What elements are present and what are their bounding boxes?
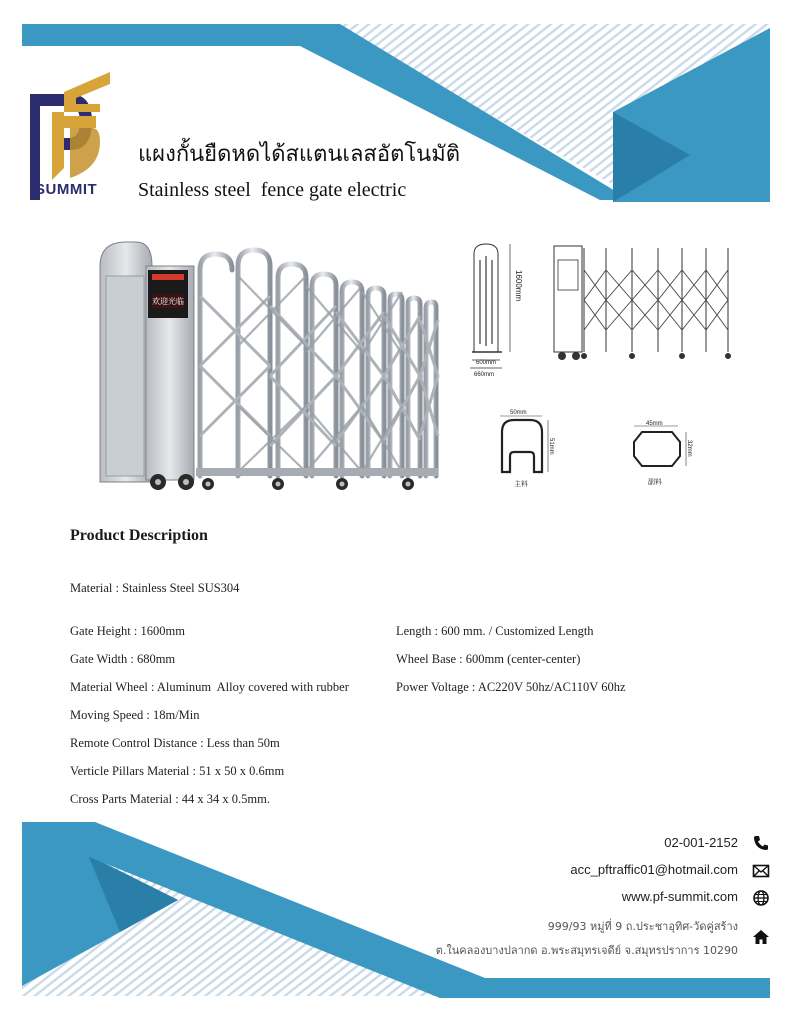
spec-left-4: Moving Speed : 18m/Min: [70, 708, 200, 722]
contact-email[interactable]: acc_pftraffic01@hotmail.com: [570, 862, 738, 877]
aux-profile-width-label: 45mm: [646, 421, 663, 427]
spec-left-1: Gate Height : 1600mm: [70, 624, 185, 638]
title-thai: แผงกั้นยืดหดได้สแตนเลสอัตโนมัติ: [138, 142, 460, 167]
spec-left-5: Remote Control Distance : Less than 50m: [70, 736, 280, 750]
side-view-diagram: [466, 240, 530, 378]
spec-right-1: Length : 600 mm. / Customized Length: [396, 624, 594, 638]
aux-profile-label: 副料: [648, 478, 662, 486]
contact-address-line2: ต.ในคลองบางปลากด อ.พระสมุทรเจดีย์ จ.สมุทรปราการ 10290: [435, 944, 738, 957]
main-profile-height-label: 51mm: [548, 438, 554, 455]
home-icon: [752, 928, 770, 946]
aux-profile-height-label: 32mm: [686, 440, 692, 457]
main-profile-label: 主料: [514, 480, 528, 488]
aux-profile-diagram: [628, 420, 702, 490]
spec-left-6: Verticle Pillars Material : 51 x 50 x 0.6mm: [70, 764, 285, 778]
contact-phone[interactable]: 02-001-2152: [664, 835, 738, 850]
phone-icon: [752, 834, 770, 852]
side-width-outer-label: 660mm: [474, 372, 495, 378]
spec-right-2: Wheel Base : 600mm (center-center): [396, 652, 581, 666]
contact-address-line1: 999/93 หมู่ที่ 9 ถ.ประชาอุทิศ-วัดคู่สร้าง: [547, 920, 738, 933]
brand-name: SUMMIT: [35, 181, 98, 198]
main-profile-diagram: [496, 408, 556, 490]
spec-left-2: Gate Width : 680mm: [70, 652, 176, 666]
product-description-heading: Product Description: [70, 527, 208, 544]
spec-right-3: Power Voltage : AC220V 50hz/AC110V 60hz: [396, 680, 626, 694]
spec-left-7: Cross Parts Material : 44 x 34 x 0.5mm.: [70, 792, 270, 806]
retractable-gate-image: [96, 236, 440, 492]
spec-left-3: Material Wheel : Aluminum Alloy covered with rubber: [70, 680, 349, 694]
front-view-diagram: [548, 240, 734, 364]
globe-icon: [752, 889, 770, 907]
main-profile-width-label: 50mm: [510, 410, 527, 416]
title-english: Stainless steel fence gate electric: [138, 179, 407, 201]
mail-icon: [752, 862, 770, 880]
side-width-inner-label: 600mm: [476, 360, 497, 366]
material-spec: Material : Stainless Steel SUS304: [70, 581, 240, 595]
gate-sign-text: 欢迎光临: [152, 297, 184, 306]
side-height-label: 1600mm: [514, 270, 523, 302]
contact-website[interactable]: www.pf-summit.com: [621, 889, 738, 904]
